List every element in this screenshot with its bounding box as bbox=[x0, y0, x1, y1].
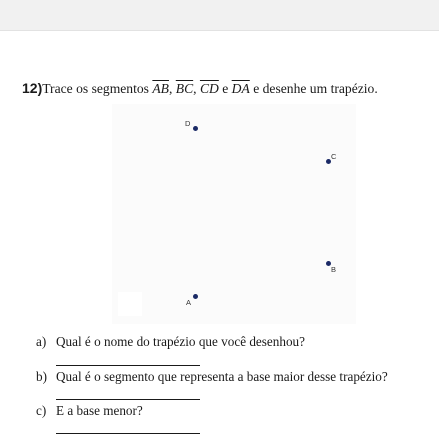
point-d-label: D bbox=[185, 119, 191, 128]
blank-patch bbox=[118, 292, 142, 316]
separator: , bbox=[168, 81, 176, 96]
question-prefix: Trace os segmentos bbox=[42, 81, 153, 96]
item-letter: c) bbox=[36, 403, 47, 418]
question-statement bbox=[22, 80, 432, 97]
point-b-label: B bbox=[331, 265, 337, 274]
item-text: E a base menor? bbox=[56, 403, 143, 418]
segment-bc: $\overline{BC}$ bbox=[175, 81, 194, 96]
point-c bbox=[326, 159, 331, 164]
item-text: Qual é o segmento que representa a base maior desse trapézio? bbox=[56, 369, 388, 384]
question-item-a bbox=[36, 334, 305, 350]
answer-line-b[interactable] bbox=[56, 399, 200, 400]
item-letter: a) bbox=[36, 334, 47, 349]
separator: , bbox=[193, 81, 200, 96]
segment-ab: $\overline{AB}$ bbox=[152, 81, 169, 96]
question-item-b bbox=[36, 369, 388, 385]
item-letter: b) bbox=[36, 369, 47, 384]
item-text: Qual é o nome do trapézio que você desenhou? bbox=[56, 334, 306, 349]
top-toolbar bbox=[0, 0, 439, 31]
answer-line-a[interactable] bbox=[56, 365, 200, 366]
point-a bbox=[193, 294, 198, 299]
question-item-c bbox=[36, 403, 143, 419]
question-suffix: e desenhe um trapézio. bbox=[249, 81, 378, 96]
answer-line-c[interactable] bbox=[56, 433, 200, 434]
question-number: 12) bbox=[22, 80, 43, 96]
point-a-label: A bbox=[186, 298, 192, 307]
point-c-label: C bbox=[331, 152, 337, 161]
point-d bbox=[193, 126, 198, 131]
segment-cd: $\overline{CD}$ bbox=[199, 81, 219, 96]
conjunction: e bbox=[218, 81, 232, 96]
segment-da: $\overline{DA}$ bbox=[231, 81, 250, 96]
drawing-area bbox=[112, 104, 356, 324]
